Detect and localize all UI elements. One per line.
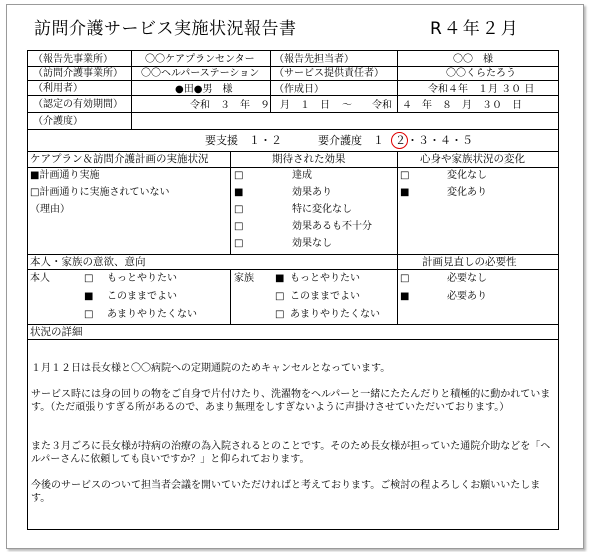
self-option-label: もっとやりたい <box>107 273 177 284</box>
family-label: 家族 <box>234 273 254 284</box>
family-option-label: もっとやりたい <box>290 273 360 284</box>
row-divider <box>27 339 559 340</box>
col-divider <box>230 269 231 324</box>
row-divider <box>27 324 559 325</box>
care-level-care-prefix: 要介護度 １ <box>318 134 384 147</box>
care-level-selected: ２ <box>395 134 406 147</box>
self-option-label: このままでよい <box>107 291 177 302</box>
review-option-label: 必要あり <box>447 291 487 302</box>
self-checkbox: □ <box>84 273 94 284</box>
change-checkbox: □ <box>400 170 410 181</box>
effect-label: 達成 <box>292 170 312 181</box>
family-option-label: あまりやりたくない <box>290 309 380 320</box>
self-label: 本人 <box>30 273 50 284</box>
details-paragraph: また３月ごろに長女様が持病の治療の為入院されるとのことです。そのため長女様が担っていた通院介助などを「ヘルパーさんに依頼しても良いですか？」と仰られております。 <box>31 441 551 465</box>
review-header: 計画見直しの必要性 <box>422 256 517 268</box>
cert-start: 令和 ３ 年 ９ 月 １ 日 <box>190 100 330 111</box>
implementation-header: ケアプラン＆訪問介護計画の実施状況 <box>30 153 209 165</box>
implementation-reason: （理由） <box>30 204 70 215</box>
report-to-person-value: 〇〇 様 <box>453 54 493 65</box>
report-title: 訪問介護サービス実施状況報告書 <box>34 19 297 39</box>
care-level-label: （介護度） <box>33 116 83 127</box>
row-divider <box>27 151 559 152</box>
family-checkbox: □ <box>275 309 285 320</box>
row-divider <box>27 269 559 270</box>
self-checkbox: ■ <box>84 291 94 302</box>
details-paragraph: 今後のサービスのついて担当者会議を開いていただければと考えております。ご検討の程よろしくお願いいたします。 <box>31 480 541 504</box>
details-paragraph: １月１２日は長女様と〇〇病院への定期通院のためキャンセルとなっています。 <box>31 363 391 374</box>
effect-checkbox: ■ <box>234 187 244 198</box>
report-to-person-label: （報告先担当者） <box>274 54 354 65</box>
details-header: 状況の詳細 <box>30 326 83 338</box>
row-divider <box>27 167 559 168</box>
effect-checkbox: □ <box>234 204 244 215</box>
row-divider <box>27 80 559 81</box>
report-date: R４年２月 <box>430 19 520 39</box>
review-option-label: 必要なし <box>447 273 487 284</box>
family-checkbox: ■ <box>275 273 285 284</box>
user-label: （利用者） <box>33 83 83 94</box>
intention-header: 本人・家族の意欲、意向 <box>30 256 146 268</box>
report-to-office-value: 〇〇ケアプランセンター <box>145 54 255 65</box>
col-divider <box>131 50 132 129</box>
review-checkbox: □ <box>400 273 410 284</box>
effect-checkbox: □ <box>234 221 244 232</box>
created-date: 令和４年 １月 ３０ 日 <box>428 84 535 95</box>
col-divider <box>397 151 398 254</box>
effect-label: 効果あり <box>292 187 332 198</box>
family-option-label: このままでよい <box>290 291 360 302</box>
report-to-office-label: （報告先事業所） <box>33 54 113 65</box>
implementation-item: ■計画通り実施 <box>30 170 100 181</box>
care-office-label: （訪問介護事業所） <box>33 68 123 79</box>
change-label: 変化あり <box>447 187 487 198</box>
effect-label: 効果なし <box>292 238 332 249</box>
care-level-support: 要支援 １・２ <box>205 134 282 147</box>
details-paragraph: サービス時には身の回りの物をご自身で片付けたり、洗濯物をヘルパーと一緒にたたんだりと積極的に動かれています。（ただ頑張りすぎる所があるので、あまり無理をしすぎないように声掛けさせていただいております。） <box>31 389 551 413</box>
row-divider <box>27 254 559 255</box>
implementation-item: □計画通りに実施されていない <box>30 187 170 198</box>
effect-label: 効果あるも不十分 <box>292 221 372 232</box>
created-label: （作成日） <box>274 84 324 95</box>
change-checkbox: ■ <box>400 187 410 198</box>
self-checkbox: □ <box>84 309 94 320</box>
service-manager-label: （サービス提供責任者） <box>274 68 384 79</box>
row-divider <box>27 112 559 113</box>
cert-tilde: 〜 <box>342 100 352 111</box>
family-checkbox: □ <box>275 291 285 302</box>
cert-end: 令和 ４ 年 ８ 月 ３０ 日 <box>372 100 522 111</box>
effect-checkbox: □ <box>234 170 244 181</box>
effect-label: 特に変化なし <box>292 204 352 215</box>
col-divider <box>397 254 398 324</box>
review-checkbox: ■ <box>400 291 410 302</box>
selected-level-circle <box>391 132 408 149</box>
changes-header: 心身や家族状況の変化 <box>420 153 525 165</box>
care-level-care-suffix: ・３・４・５ <box>407 134 473 147</box>
row-divider <box>27 129 559 130</box>
col-divider <box>230 151 231 254</box>
cert-period-label: （認定の有効期間） <box>33 99 123 110</box>
effects-header: 期待された効果 <box>272 153 346 165</box>
care-office-value: 〇〇ヘルパーステーション <box>141 68 260 79</box>
change-label: 変化なし <box>447 170 487 181</box>
user-name: ●田●男 様 <box>175 84 233 95</box>
service-manager-value: 〇〇くらたろう <box>446 68 516 79</box>
self-option-label: あまりやりたくない <box>107 309 197 320</box>
effect-checkbox: □ <box>234 238 244 249</box>
